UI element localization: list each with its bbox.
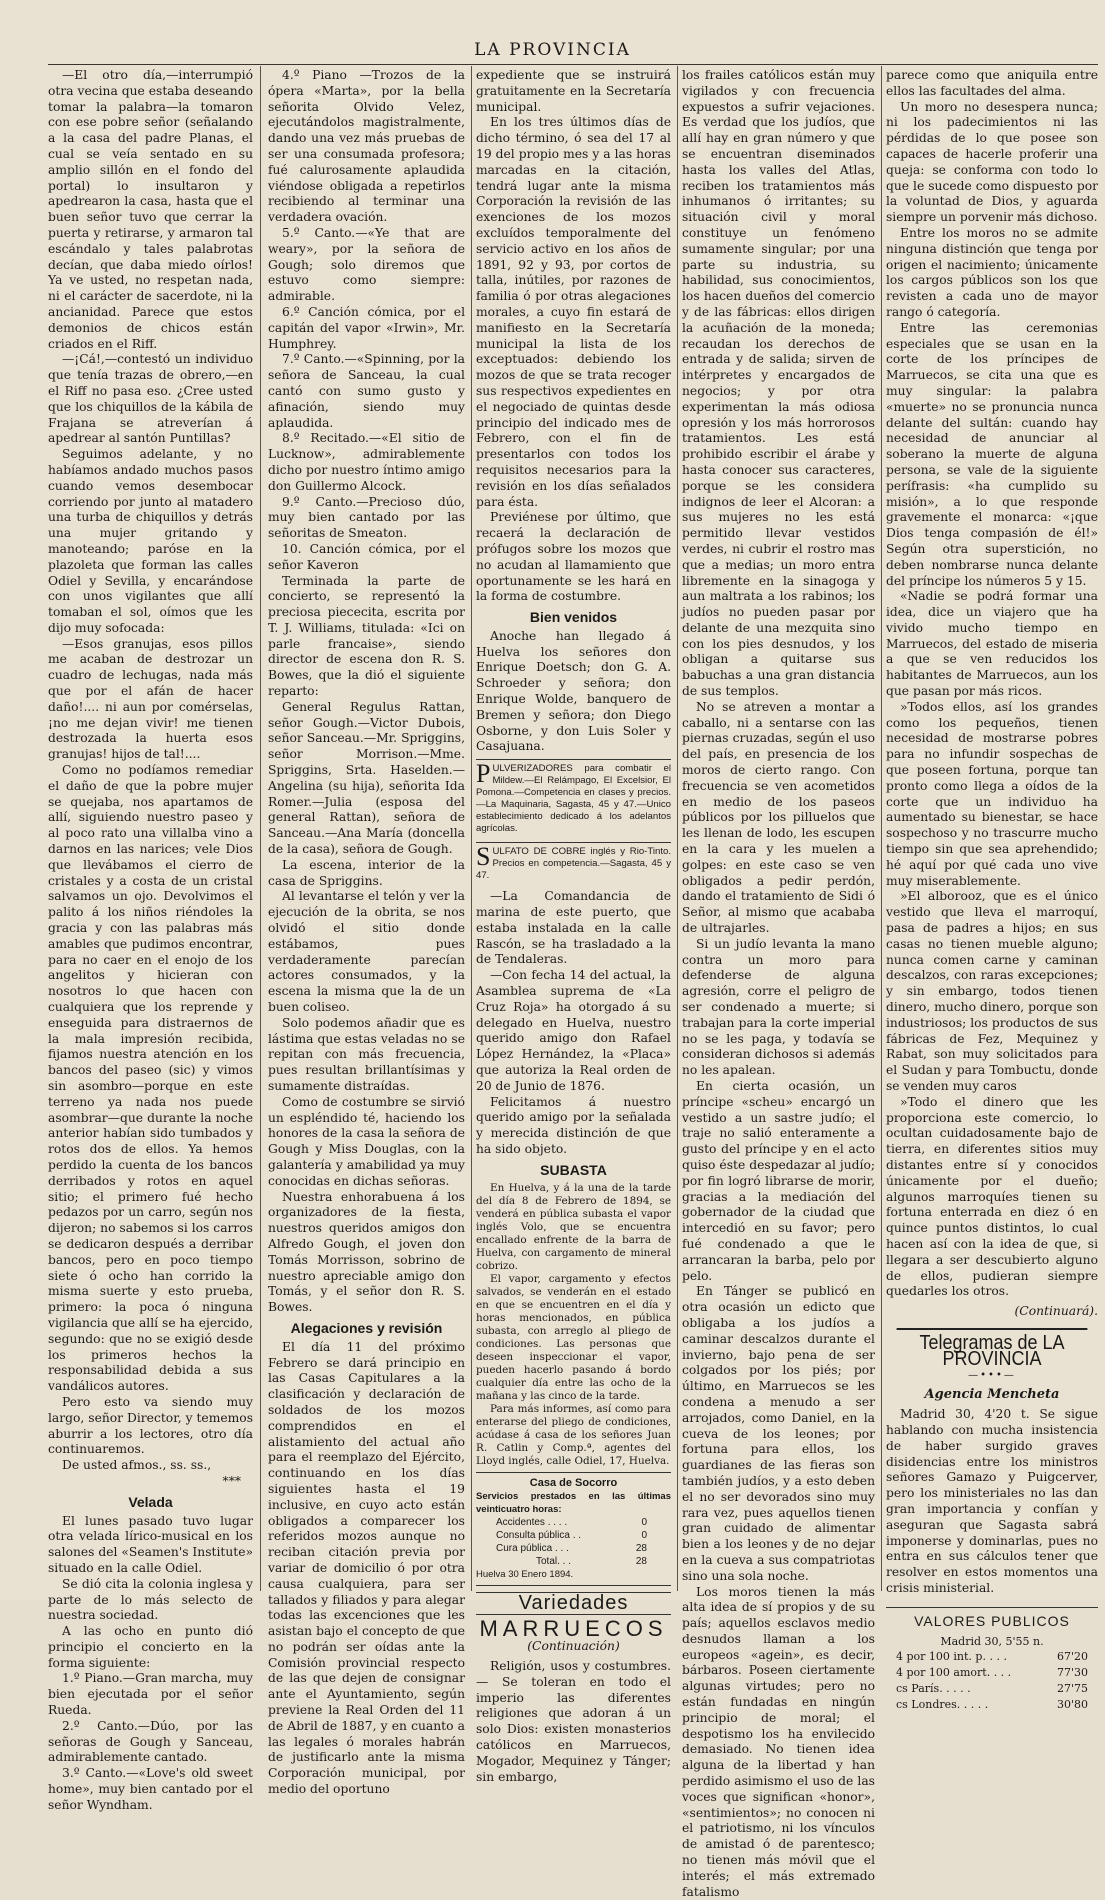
paragraph: parece como que aniquila entre ellos las facultades del alma.: [886, 68, 1098, 100]
ornament: —•••—: [886, 1368, 1098, 1384]
paragraph: Al levantarse el telón y ver la ejecución de la obrita, se nos olvidó el sitio donde estábamos, pues verdaderamente parecían actores consumados, y la escena la misma que la de un buen coliseo.: [268, 889, 465, 1015]
paragraph: Como no podíamos remediar el daño de que la pobre mujer se quejaba, nos apartamos de allí, siguiendo nuestro paseo y al poco rato una villalba vino a darnos en las narices; vele Dios que llevábamos el cierro de cristales y a costa de un cristal salvamos un ojo. Devolvimos el palito á los niños riéndoles la gracia y con las palabras más amables que pudimos encontrar, para no caer en el enojo de los angelitos y hicieran con nosotros lo que hacen con cualquiera que los reprende y enseguida para distraernos de la mala impresión recibida, fijamos nuestra atención en los bancos del paseo (sic) y vimos sin asombro—porque en este terreno ya nada nos puede asombrar—que durante la noche anterior habían sido tumbados y rotos dos de ellos. Ya hemos perdido la cuenta de los bancos derribados y rotos en aquel sitio; el primero fué hecho pedazos por un carro, según nos dijeron; no sabemos si los carros se dedicaron después a derribar bancos, pero en poco tiempo siete ó ocho han corrido la misma suerte y esto prueba, primero: la poca ó ninguna vigilancia que allí se ha ejercido, segundo: que no se exigió desde los primeros hechos la responsabilidad debida a sus vandálicos autores.: [48, 763, 253, 1395]
paragraph: En los tres últimos días de dicho término, ó sea del 17 al 19 del propio mes y a las horas marcadas en la citación, tendrá lugar ante la misma Corporación la revisión de las exenciones de los mozos excluídos temporalmente del servicio activo en los años de 1891, 92 y 93, por cortos de talla, inútiles, por razones de familia ó por otras alegaciones morales, a cuyo fin estará de manifiesto en la Secretaría municipal la lista de los exceptuados: debiendo los mozos de que se trata recoger sus respectivos expedientes en el negociado de quintas desde principio del indicado mes de Febrero, con el fin de presentarlos con todos los requisitos necesarios para la revisión en los días señalados para ésta.: [476, 115, 671, 510]
paragraph: En cierta ocasión, un príncipe «scheu» encargó un vestido a un sastre judío; el traje no salió enteramente a gusto del príncipe y en el acto quiso éste despedazar al judío; por fin logró librarse de morir, gracias a la mediación del gobernador de la ciudad que intercedió en su favor; pero fué condenado a que le arrancaran la barba, pelo por pelo.: [682, 1079, 875, 1284]
paragraph: Religión, usos y costumbres.— Se toleran en todo el imperio las diferentes religiones que adoran á un solo Dios: existen monasterios católicos en Marruecos, Mogador, Mequinez y Tánger; sin embargo,: [476, 1659, 671, 1785]
valores-row: cs Londres. . . . . 30'80: [886, 1697, 1098, 1713]
paragraph: Anoche han llegado á Huelva los señores don Enrique Doetsch; don G. A. Schroeder y señora; don Enrique Wolde, banquero de Bremen y señora; don Diego Osborne, y don Luis Soler y Casajuana.: [476, 629, 671, 755]
section-heading: Alegaciones y revisión: [268, 1321, 465, 1337]
ad-text: ULFATO DE COBRE inglés y Rio-Tinto. Precios en competencia.—Sagasta, 45 y 47.: [476, 846, 671, 881]
paragraph: El día 11 del próximo Febrero se dará principio en las Casas Capitulares a la clasificación y declaración de soldados de los mozos comprendidos en el alistamiento del actual año para el reemplazo del Ejército, continuando en los días siguientes hasta el 19 inclusive, en cuyo acto están obligados a comparecer los referidos mozos aunque no reciban citación previa por variar de domicilio ó por otra causa cualquiera, para ser tallados y filiados y para alegar todas las excenciones que les asistan bajo el concepto de que no podrán ser oídas ante la Comisión provincial respecto de las que dejen de consignar ante el Ayuntamiento, según previene la Real Orden del 11 de Abril de 1887, y en cuanto a las legales ó morales habrán de justificarlo ante la misma Corporación municipal, por medio del oportuno: [268, 1340, 465, 1798]
paragraph: 8.º Recitado.—«El sitio de Lucknow», admirablemente dicho por nuestro íntimo amigo don Guillermo Alcock.: [268, 431, 465, 494]
paragraph: Los moros tienen la más alta idea de sí propios y de su país; aquellos esclavos medio desnudos llaman a los europeos «agein», es decir, bárbaros. Poseen ciertamente algunas virtudes; pero no están fundadas en ningún principio de moral; el despotismo los ha envilecido demasiado. No tienen idea alguna de la libertad y han perdido asimismo el uso de las voces que significan «honor», «sentimientos»; no conocen ni el patriotismo, ni los vínculos de amistad ó de parentesco; no tienen más móvil que el interés; el más extremado fatalismo: [682, 1585, 875, 1900]
paragraph: Como de costumbre se sirvió un espléndido té, haciendo los honores de la casa la señora de Gough y Miss Douglas, con la galantería y amabilidad ya muy conocidas en dichas señoras.: [268, 1095, 465, 1190]
paragraph: Seguimos adelante, y no habíamos andado muchos pasos cuando vemos desembocar corriendo por junto al matadero una turba de chiquillos y detrás una mujer gritando y manoteando; paróse en la plazoleta que forman las calles Odiel y Sevilla, y encarándose con unos vigilantes que allí tomaban el sol, oímos que les dijo muy sofocada:: [48, 447, 253, 637]
paragraph: —Esos granujas, esos pillos me acaban de destrozar un cuadro de lechugas, nada más que por el afán de hacer daño!.... ni aun por comérselas, ¡no me dejan vivir! me tienen destrozada la huerta esos granujas! hijos de tal!....: [48, 637, 253, 763]
column-3: [476, 68, 671, 1593]
box-intro: Servicios prestados en las últimas veinticuatro horas:: [476, 1490, 671, 1516]
advertisement: [476, 842, 671, 885]
socorro-row: Cura pública . . . 28: [476, 1542, 671, 1555]
paragraph: los frailes católicos están muy vigilados y con frecuencia expuestos a sufrir vejaciones. Es verdad que los judíos, que allí hay en gran número y que se encuentran diseminados hasta los valles del Atlas, reciben los tratamientos más inhumanos ó irritantes; su situación civil y moral constituye un fenómeno sumamente singular; por una parte su industria, su habilidad, sus conocimientos, los hacen dueños del comercio y de las fábricas: ellos dirigen la acuñación de la moneda; recaudan los derechos de entrada y de salida; sirven de intérpretes y encargados de negocios; y por otra experimentan la más odiosa opresión y los más horrorosos tratamientos. Les está prohibido escribir el árabe y hasta conocer sus caracteres, porque se les considera indignos de leer el Alcoran: a sus mujeres no les está permitido llevar vestidos verdes, ni cubrir el rostro mas que a medias; un moro entra libremente en la sinagoga y aun maltrata a los rabinos; los judíos no pueden pasar por delante de una mezquita sino con los pies desnudos, y los obligan a quitarse sus babuchas a una gran distancia de sus templos.: [682, 68, 875, 700]
paragraph: —El otro día,—interrumpió otra vecina que estaba deseando tomar la palabra—la tomaron con ese pobre señor (señalando a la casa del padre Planas, el cual se veía sentado en su amplio sillón en el fondo del portal) lo insultaron y apedrearon la casa, hasta que el buen señor tuvo que cerrar la puerta y retirarse, y armaron tal escándalo y tales palabrotas decían, que daba miedo oírlos! Ya ve usted, no respetan nada, ni el carácter de sacerdote, ni la ancianidad. Parece que estos demonios de chicos están criados en el Riff.: [48, 68, 253, 352]
casa-de-socorro-box: [476, 1472, 671, 1586]
paragraph: Solo podemos añadir que es lástima que estas veladas no se repitan con más frecuencia, pues resultan brillantísimas y sumamente distraídas.: [268, 1016, 465, 1095]
paragraph: 1.º Piano.—Gran marcha, muy bien ejecutada por el señor Rueda.: [48, 1671, 253, 1718]
paragraph: El lunes pasado tuvo lugar otra velada lírico-musical en los salones del «Seamen's Institute» situado en la calle Odiel.: [48, 1514, 253, 1577]
paragraph: No se atreven a montar a caballo, ni a sentarse con las piernas cruzadas, según el uso del país, en presencia de los moros de cierto rango. Con frecuencia se ven acometidos en medio de los paseos públicos por los pilluelos que les llenan de lodo, les escupen en la cara y les muelen a golpes: en este caso se ven obligados a pedir perdón, dando el tratamiento de Sidi ó Señor, al mismo que acababa de ultrajarles.: [682, 700, 875, 937]
column-4: [682, 68, 875, 1593]
paragraph: Nuestra enhorabuena á los organizadores de la fiesta, nuestros queridos amigos don Alfredo Gough, el joven don Tomás Morrisson, sobrino de nuestro apreciable amigo don Tomás, y el señor don R. S. Bowes.: [268, 1190, 465, 1316]
paragraph: «Nadie se podrá formar una idea, dice un viajero que ha vivido mucho tiempo en Marruecos, del estado de miseria a que se ven reducidos los habitantes de Marruecos, aun los que pasan por más ricos.: [886, 589, 1098, 700]
paragraph: De usted afmos., ss. ss.,: [48, 1458, 253, 1474]
header-rule: [48, 64, 1098, 65]
paragraph: 4.º Piano —Trozos de la ópera «Marta», por la bella señorita Olvido Velez, ejecutándolos magistralmente, dando una vez más pruebas de ser una consumada profesora; fué calurosamente aplaudida viéndose obligada a repetirlos recibiendo al terminar una verdadera ovación.: [268, 68, 465, 226]
column-2: [268, 68, 465, 1593]
section-heading: Variedades: [476, 1592, 671, 1616]
box-title: Casa de Socorro: [476, 1477, 671, 1490]
socorro-total-row: Total. . . 28: [476, 1555, 671, 1568]
valores-row: cs París. . . . . 27'75: [886, 1681, 1098, 1697]
socorro-row: Consulta pública . . 0: [476, 1529, 671, 1542]
section-heading: Bien venidos: [476, 610, 671, 626]
paragraph: General Regulus Rattan, señor Gough.—Victor Dubois, señor Sanceau.—Mr. Spriggins, señor Morrison.—Mme. Spriggins, Srta. Haselden.—Angelina (su hija), señorita Ida Romer.—Julia (esposa del general Rattan), señora de Sanceau.—Ana María (doncella de la casa), señora de Gough.: [268, 700, 465, 858]
paragraph: Un moro no desespera nunca; ni los padecimientos ni las pérdidas de lo que posee son capaces de hacerle proferir una queja: se conforma con todo lo que le sucede como dispuesto por la voluntad de Dios, y aguarda siempre un porvenir más dichoso.: [886, 100, 1098, 226]
paragraph: Entre los moros no se admite ninguna distinción que tenga por origen el nacimiento; únicamente los cargos públicos son los que revisten a cada uno de mayor rango ó categoría.: [886, 226, 1098, 321]
paragraph: —Con fecha 14 del actual, la Asamblea suprema de «La Cruz Roja» ha otorgado á su delegado en Huelva, nuestro querido amigo don Rafael López Hernández, la «Placa» que autoriza la Real orden de 20 de Junio de 1876.: [476, 968, 671, 1094]
paragraph: —¡Cá!,—contestó un individuo que tenía trazas de obrero,—en el Riff no pasa eso. ¿Cree usted que los chiquillos de la kábila de Frajana se atreverían á apedrear al santón Puntillas?: [48, 352, 253, 447]
paragraph: 3.º Canto.—«Love's old sweet home», muy bien cantado por el señor Wyndham.: [48, 1766, 253, 1813]
paragraph: 7.º Canto.—«Spinning, por la señora de Sanceau, la cual cantó con sumo gusto y afinación, siendo muy aplaudida.: [268, 352, 465, 431]
separator-stars: ***: [60, 1474, 241, 1490]
paragraph: El vapor, cargamento y efectos salvados, se venderán en el estado en que se encuentren en el día y horas mencionados, en pública subasta, con arreglo al pliego de condiciones. Las personas que deseen inspeccionar el vapor, pueden hacerlo pasando á bordo cualquier día entre las ocho de la mañana y las cinco de la tarde.: [476, 1273, 671, 1403]
paragraph: 5.º Canto.—«Ye that are weary», por la señora de Gough; solo diremos que estuvo como siempre: admirable.: [268, 226, 465, 305]
paragraph: La escena, interior de la casa de Spriggins.: [268, 858, 465, 890]
paragraph: En Tánger se publicó en otra ocasión un edicto que obligaba a los judíos a caminar descalzos durante el invierno, bajo pena de ser colgados por los piés; por último, en Marruecos se les condena a menudo a ser arrojados, como Daniel, en la cueva de los leones; por fortuna para ellos, los guardianes de las fieras son también judíos, y a esto deben el no ser devorados sino muy rara vez, pues aquellos tienen gran cuidado de alimentar bien a los leones y de no dejar en la cueva a sus compatriotas sino una sola noche.: [682, 1284, 875, 1584]
paragraph: —La Comandancia de marina de este puerto, que estaba instalada en la calle Rascón, se ha trasladado a la de Tendaleras.: [476, 889, 671, 968]
paragraph: 10. Canción cómica, por el señor Kaveron: [268, 542, 465, 574]
valores-row: 4 por 100 amort. . . . 77'30: [886, 1665, 1098, 1681]
section-heading: SUBASTA: [476, 1163, 671, 1179]
article-subtitle: (Continuación): [476, 1639, 671, 1655]
paragraph: 6.º Canción cómica, por el capitán del vapor «Irwin», Mr. Humphrey.: [268, 305, 465, 352]
socorro-row: Accidentes . . . . 0: [476, 1516, 671, 1529]
paragraph: A las ocho en punto dió principio el concierto en la forma siguiente:: [48, 1624, 253, 1671]
column-rule: [677, 66, 678, 1591]
column-rule: [881, 66, 882, 1591]
article-title: MARRUECOS: [476, 1621, 671, 1637]
masthead: LA PROVINCIA: [0, 40, 1105, 60]
advertisement: [476, 759, 671, 838]
agency-name: Agencia Mencheta: [886, 1387, 1098, 1403]
column-rule: [260, 66, 261, 1591]
paragraph: Felicitamos á nuestro querido amigo por la señalada y merecida distinción de que ha sido objeto.: [476, 1095, 671, 1158]
paragraph: Si un judío levanta la mano contra un moro para defenderse de alguna agresión, corre el peligro de ser condenado a muerte; si trabajan para la corte imperial no se les paga, y todavía se consideran dichosos si además no les apalean.: [682, 937, 875, 1079]
box-date: Huelva 30 Enero 1894.: [476, 1568, 671, 1581]
paragraph: Para más informes, así como para enterarse del pliego de condiciones, acúdase á casa de los señores Juan R. Catlin y Comp.ª, agentes del Lloyd inglés, calle Odiel, 17, Huelva.: [476, 1403, 671, 1468]
paragraph: Terminada la parte de concierto, se representó la preciosa piececita, escrita por T. J. Williams, titulada: «Ici on parle francaise», siendo director de escena don R. S. Bowes, que la dió el siguiente reparto:: [268, 574, 465, 700]
paragraph: Pero esto va siendo muy largo, señor Director, y tememos aburrir a los lectores, otro día continuaremos.: [48, 1395, 253, 1458]
section-heading: Velada: [48, 1495, 253, 1511]
telegrams-heading: Telegramas de LA PROVINCIA: [897, 1328, 1088, 1368]
paragraph: Previénese por último, que recaerá la declaración de prófugos sobre los mozos que no acudan al llamamiento que oportunamente se les hará en la forma de costumbre.: [476, 510, 671, 605]
column-5: [886, 68, 1098, 1593]
paragraph: »Todo el dinero que les proporciona este comercio, lo ocultan cuidadosamente bajo de tierra, en diferentes sitios muy distantes entre sí y conocidos únicamente por el dueño; algunos marroquíes tienen su fortuna enterrada en diez ó en quince puntos distintos, lo cual hacen así con la idea de que, si llegara a ser descubierto alguno de ellos, pudieran siempre quedarles los otros.: [886, 1095, 1098, 1300]
paragraph: »El alborooz, que es el único vestido que lleva el marroquí, pasa de padres a hijos; en sus casas no tienen mueble alguno; nunca comen carne y caminan descalzos, con raras excepciones; y sin embargo, todos tienen dinero, mucho dinero, porque son industriosos; los productos de sus fábricas de Fez, Mequinez y Rabat, son muy solicitados para el Sudan y para Tombuctu, donde se venden muy caros: [886, 889, 1098, 1094]
ad-initial: P: [476, 763, 490, 785]
paragraph: »Todos ellos, así los grandes como los pequeños, tienen necesidad de mostrarse pobres para no infundir sospechas de que poseen fortuna, porque tan pronto como llega a oídos de la corte que un individuo ha aumentado su bienestar, se hace sospechoso y no trascurre mucho tiempo sin que sea aprehendido; hé aquí por qué cada uno vive muy miserablemente.: [886, 700, 1098, 890]
paragraph: Se dió cita la colonia inglesa y parte de lo más selecto de nuestra sociedad.: [48, 1577, 253, 1624]
column-1: [48, 68, 253, 1593]
continued-note: (Continuará).: [886, 1304, 1098, 1320]
paragraph: 2.º Canto.—Dúo, por las señoras de Gough y Sanceau, admirablemente cantado.: [48, 1719, 253, 1766]
valores-row: 4 por 100 int. p. . . . 67'20: [886, 1649, 1098, 1665]
paragraph: Entre las ceremonias especiales que se usan en la corte de los príncipes de Marruecos, se cita una que es muy singular: la palabra «muerte» no se pronuncia nunca delante del sultán: cuando hay necesidad de anunciar al soberano la muerte de alguna persona, se vale de la siguiente perífrasis: «ha cumplido su misión», a lo que responde gravemente el monarca: «¡que Dios tenga compasión de él!» Según otra superstición, no deben nombrarse nunca delante del príncipe los números 5 y 15.: [886, 321, 1098, 590]
paragraph: expediente que se instruirá gratuitamente en la Secretaría municipal.: [476, 68, 671, 115]
valores-date: Madrid 30, 5'55 n.: [886, 1634, 1098, 1650]
ad-text: ULVERIZADORES para combatir el Mildew.—El Relámpago, El Excelsior, El Pomona.—Competencia en clases y precios.—La Maquinaria, Sagasta, 45 y 47.—Unico establecimiento dedicado á los adelantos agrícolas.: [476, 763, 671, 834]
valores-heading: VALORES PUBLICOS: [886, 1607, 1098, 1630]
paragraph: Madrid 30, 4'20 t. Se sigue hablando con mucha insistencia de haber surgido graves disidencias entre los ministros señores Gamazo y Puigcerver, pero los ministeriales no las dan gran importancia y confían y aseguran que Sagasta sabrá imponerse y dominarlas, pues no entra en sus cálculos tener que resolver en estos momentos una crisis ministerial.: [886, 1407, 1098, 1597]
column-rule: [471, 66, 472, 1591]
paragraph: En Huelva, y á la una de la tarde del día 8 de Febrero de 1894, se venderá en pública subasta el vapor inglés Volo, que se encuentra encallado enfrente de la barra de Huelva, con cargamento de mineral cobrizo.: [476, 1182, 671, 1273]
paragraph: 9.º Canto.—Precioso dúo, muy bien cantado por las señoritas de Smeaton.: [268, 495, 465, 542]
ad-initial: S: [476, 846, 490, 868]
